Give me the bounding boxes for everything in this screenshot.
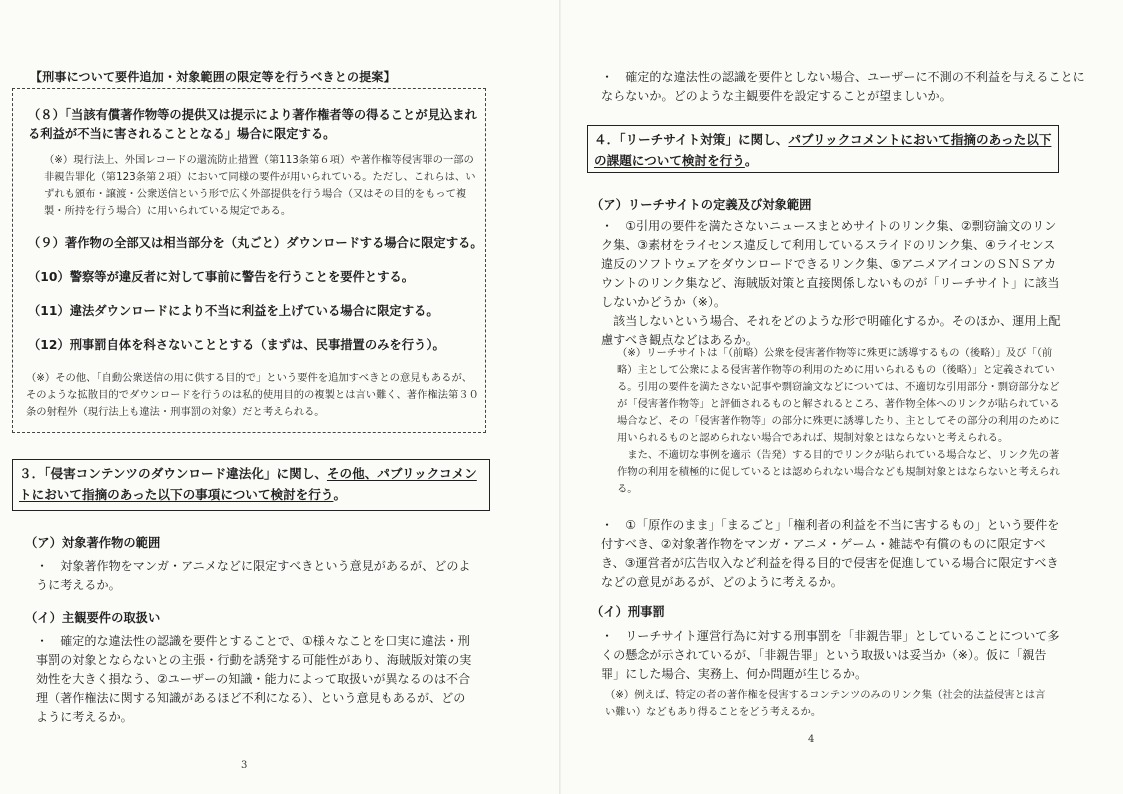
- section-3i-text: ・ 確定的な違法性の認識を要件とすることで、①様々なことを口実に違法・刑事罰の対象とならないとの主張・行動を誘発する可能性があり、海賊版対策の実効性を大きく損なう、②ユーザーの知識・能力によって取扱いが異なるのは不合理（著作権法に関する知識があるほど不利になる）、という意見もあるが、どのように考えるか。: [36, 634, 472, 724]
- section-4a-text-1-para2: 該当しないという場合、それをどのような形で明確化するか。そのほか、運用上配慮すべき観点などはあるか。: [601, 314, 1061, 347]
- page-number-left: 3: [241, 760, 248, 771]
- section-4i-heading: （イ）刑事罰: [591, 605, 665, 619]
- section-4a-note: [617, 345, 1063, 498]
- section-4-box-part3: 。: [744, 153, 758, 168]
- section-4a-heading: （ア）リーチサイトの定義及び対象範囲: [591, 198, 812, 212]
- section-3a-heading: （ア）対象著作物の範囲: [25, 536, 161, 550]
- item-9: （９）著作物の全部又は相当部分を（丸ごと）ダウンロードする場合に限定する。: [28, 236, 483, 250]
- section-3-box-underlined: その他、パブリックコメントにおいて指摘のあった以下の事項について検討を行う: [19, 466, 477, 502]
- section-4a-text-1-para1: ・ ①引用の要件を満たさないニュースまとめサイトのリンク集、②剽窃論文のリンク集、③素材をライセンス違反して利用しているスライドのリンク集、④ライセンス違反のソフトウェアをダウンロードできるリンク集、⑤アニメアイコンのＳＮＳアカウントのリンク集など、海賊版対策と直接関係しないものが「リーチサイト」に該当しないかどうか（※）。: [601, 219, 1060, 309]
- section-4-box-part1: ４．「リーチサイト対策」に関し、: [594, 132, 789, 147]
- section-3i-heading: （イ）主観要件の取扱い: [25, 611, 161, 625]
- left-page: [0, 0, 560, 794]
- section-4a-text-2: ・ ①「原作のまま」「まるごと」「権利者の利益を不当に害するもの」という要件を付すべき、②対象著作物をマンガ・アニメ・ゲーム・雑誌や有償のものに限定すべき、③運営者が広告収入など利益を得る目的で侵害を促進している場合に限定すべきなどの意見があるが、どのように考えるか。: [601, 518, 1060, 589]
- section-4i-text: ・ リーチサイト運営行為に対する刑事罰を「非親告罪」としていることについて多くの懸念が示されているが、「非親告罪」という取扱いは妥当か（※）。仮に「親告罪」にした場合、実務上、何か問題が生じるか。: [601, 629, 1060, 681]
- section-3-box: [12, 459, 490, 511]
- section-3-box-part3: 。: [333, 487, 347, 502]
- proposal-title: 【刑事について要件追加・対象範囲の限定等を行うべきとの提案】: [30, 70, 396, 84]
- item-12: （12）刑事罰自体を科さないこととする（まずは、民事措置のみを行う）。: [28, 338, 445, 352]
- section-4-box: [587, 125, 1059, 173]
- item-10: （10）警察等が違反者に対して事前に警告を行うことを要件とする。: [28, 270, 415, 284]
- section-4a-note-para2: また、不適切な事例を適示（告発）する目的でリンクが貼られている場合など、リンク先の著作物の利用を積極的に促しているとは認められない場合なども規制対象とはならないと考えられる。: [617, 449, 1060, 495]
- item-12-note: （※）その他、「自動公衆送信の用に供する目的で」という要件を追加すべきとの意見もあるが、そのような拡散目的でダウンロードを行うのは私的使用目的の複製とは言い難く、著作権法第３０条の射程外（現行法上も違法・刑事罰の対象）だと考えられる。: [26, 372, 479, 418]
- item-8-note: （※）現行法上、外国レコードの還流防止措置（第113条第６項）や著作権等侵害罪の一部の非親告罪化（第123条第２項）において同様の要件が用いられている。ただし、これらは、いずれも頒布・譲渡・公衆送信という形で広く外部提供を行う場合（又はその目的をもって複製・所持を行う場合）に用いられている規定である。: [44, 154, 476, 217]
- section-4-box-underlined: パブリックコメントにおいて指摘のあった以下の課題について検討を行う: [594, 132, 1052, 168]
- section-3a-text: ・ 対象著作物をマンガ・アニメなどに限定すべきという意見があるが、どのように考えるか。: [36, 559, 471, 592]
- section-4a-note-para1: （※）リーチサイトは「（前略）公衆を侵害著作物等に殊更に誘導するもの（後略）」及び「（前略）主として公衆による侵害著作物等の利用のために用いられるもの（後略）」と定義されている。引用の要件を満たさない記事や剽窃論文などについては、不適切な引用部分・剽窃部分などが「侵害著作物等」と評価されるものと解されるところ、著作物全体へのリンクが貼られている場合など、その「侵害著作物等」の部分に殊更に誘導したり、主としてその部分の利用のために用いられるものと認められない場合であれば、規制対象とはならないと考えられる。: [617, 347, 1060, 444]
- section-3-box-part1: ３．「侵害コンテンツのダウンロード違法化」に関し、: [19, 466, 327, 481]
- section-4a-text-1: [601, 217, 1061, 350]
- item-8: （８）「当該有償著作物等の提供又は提示により著作権者等の得ることが見込まれる利益が不当に害されることとなる」場合に限定する。: [28, 108, 477, 141]
- section-4i-note: （※）例えば、特定の者の著作権を侵害するコンテンツのみのリンク集（社会的法益侵害とは言い難い）などもあり得ることをどう考えるか。: [605, 689, 1046, 718]
- item-11: （11）違法ダウンロードにより不当に利益を上げている場合に限定する。: [28, 304, 439, 318]
- top-bullet: ・ 確定的な違法性の認識を要件としない場合、ユーザーに不測の不利益を与えることにならないか。どのような主観要件を設定することが望ましいか。: [601, 70, 1085, 103]
- page-number-right: 4: [808, 734, 815, 745]
- right-page: [561, 0, 1123, 794]
